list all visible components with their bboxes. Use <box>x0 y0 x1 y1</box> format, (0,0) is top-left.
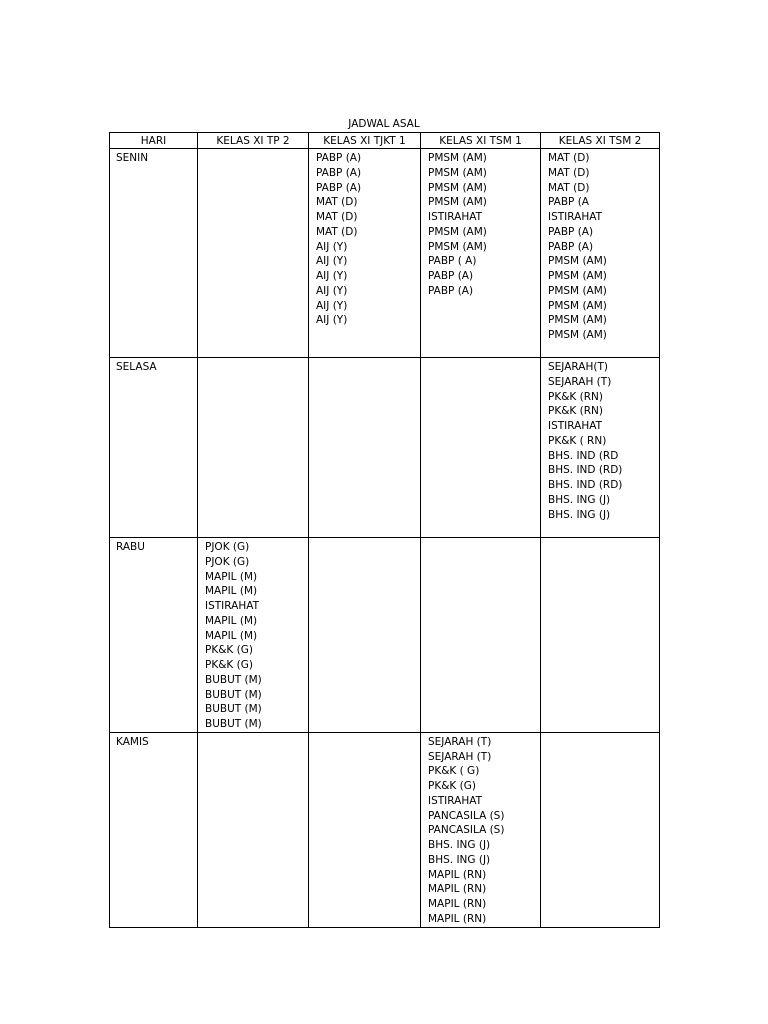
schedule-cell-kelas-xi-tjkt-1 <box>309 358 421 538</box>
subject-entry: BHS. IND (RD) <box>548 479 623 491</box>
schedule-cell-kelas-xi-tjkt-1 <box>309 149 421 358</box>
subject-entry: SEJARAH (T) <box>548 375 612 388</box>
subject-entry: MAPIL (M) <box>205 585 258 598</box>
schedule-cell-kelas-xi-tp-2 <box>198 732 309 927</box>
subject-entry: PK&K (RN) <box>548 390 603 403</box>
schedule-cell-kelas-xi-tsm-1 <box>421 149 541 358</box>
subject-entry: MAPIL (M) <box>205 570 258 583</box>
header-hari: HARI <box>110 133 198 149</box>
subject-entry: BUBUT (M) <box>205 673 262 686</box>
subject-entry: MAPIL (RN) <box>428 883 487 896</box>
day-label: SENIN <box>116 152 149 164</box>
schedule-cell-kelas-xi-tjkt-1 <box>309 538 421 733</box>
subject-entry: BUBUT (M) <box>205 703 262 716</box>
subject-entry: BHS. ING (J) <box>428 853 491 866</box>
schedule-cell-kelas-xi-tsm-1 <box>421 358 541 538</box>
subject-entry: SEJARAH (T) <box>428 750 492 763</box>
subject-entry: ISTIRAHAT <box>548 211 603 223</box>
subject-entry: PABP (A) <box>316 166 362 179</box>
subject-entry: AIJ (Y) <box>316 299 348 312</box>
schedule-cell-kelas-xi-tjkt-1 <box>309 732 421 927</box>
subject-entry: PMSM (AM) <box>428 225 487 238</box>
subject-entry: MAT (D) <box>548 181 590 194</box>
subject-entry: SEJARAH(T) <box>548 361 608 373</box>
table-row <box>110 538 660 733</box>
schedule-cell-kelas-xi-tsm-2 <box>541 538 660 733</box>
subject-entry: BHS. IND (RD <box>548 449 619 462</box>
subject-entry: MAT (D) <box>316 211 358 223</box>
subject-entry: PJOK (G) <box>205 541 250 553</box>
subject-entry: PMSM (AM) <box>548 284 607 297</box>
subject-entry: MAT (D) <box>316 225 358 238</box>
schedule-cell-kelas-xi-tp-2 <box>198 538 309 733</box>
subject-entry: MAPIL (M) <box>205 629 258 642</box>
subject-entry: MAPIL (M) <box>205 614 258 627</box>
subject-entry: PK&K (G) <box>428 780 476 792</box>
schedule-cell-kelas-xi-tsm-2 <box>541 358 660 538</box>
subject-entry: BHS. ING (J) <box>428 839 491 851</box>
subject-entry: PANCASILA (S) <box>428 809 505 822</box>
subject-entry: PK&K ( G) <box>428 765 480 778</box>
subject-entry: PMSM (AM) <box>428 240 487 253</box>
subject-entry: MAPIL (RN) <box>428 898 487 910</box>
subject-entry: PABP ( A) <box>428 255 477 268</box>
subject-entry: PABP (A) <box>316 181 362 194</box>
table-row <box>110 149 660 358</box>
schedule-cell-kelas-xi-tp-2 <box>198 149 309 358</box>
subject-entry: MAT (D) <box>548 152 590 164</box>
subject-entry: PABP (A) <box>428 270 474 282</box>
subject-entry: BUBUT (M) <box>205 688 262 701</box>
header-kelas-xi-tjkt-1: KELAS XI TJKT 1 <box>309 133 421 149</box>
subject-entry: PABP (A) <box>428 284 474 297</box>
subject-entry: BHS. ING (J) <box>548 508 611 521</box>
subject-entry: PMSM (AM) <box>428 196 487 209</box>
table-row <box>110 732 660 927</box>
schedule-table <box>109 132 660 928</box>
subject-entry: PMSM (AM) <box>548 299 607 312</box>
subject-entry: AIJ (Y) <box>316 284 348 297</box>
day-cell <box>110 149 198 358</box>
day-label: KAMIS <box>116 735 149 748</box>
subject-entry: PMSM (AM) <box>548 270 607 282</box>
schedule-cell-kelas-xi-tp-2 <box>198 358 309 538</box>
subject-entry: PK&K (RN) <box>548 405 603 418</box>
subject-entry: SEJARAH (T) <box>428 735 492 748</box>
schedule-cell-kelas-xi-tsm-1 <box>421 732 541 927</box>
subject-entry: BUBUT (M) <box>205 718 262 730</box>
subject-entry: BHS. IND (RD) <box>548 464 623 477</box>
subject-entry: PMSM (AM) <box>428 152 487 164</box>
subject-entry: PK&K ( RN) <box>548 434 607 447</box>
schedule-cell-kelas-xi-tsm-2 <box>541 149 660 358</box>
table-row <box>110 358 660 538</box>
subject-entry: PJOK (G) <box>205 555 250 568</box>
subject-entry: MAT (D) <box>548 166 590 179</box>
header-kelas-xi-tsm-2: KELAS XI TSM 2 <box>541 133 660 149</box>
subject-entry: PABP (A) <box>548 240 594 253</box>
subject-entry: PMSM (AM) <box>548 329 607 341</box>
subject-entry: PMSM (AM) <box>428 166 487 179</box>
day-cell <box>110 732 198 927</box>
subject-entry: PK&K (G) <box>205 659 253 671</box>
subject-entry: BHS. ING (J) <box>548 493 611 506</box>
day-label: RABU <box>116 541 145 553</box>
subject-entry: MAT (D) <box>316 196 358 209</box>
schedule-cell-kelas-xi-tsm-1 <box>421 538 541 733</box>
subject-entry: PMSM (AM) <box>428 181 487 194</box>
subject-entry: ISTIRAHAT <box>205 600 260 612</box>
header-kelas-xi-tp-2: KELAS XI TP 2 <box>198 133 309 149</box>
subject-entry: AIJ (Y) <box>316 270 348 282</box>
subject-entry: PMSM (AM) <box>548 314 607 327</box>
schedule-cell-kelas-xi-tsm-2 <box>541 732 660 927</box>
subject-entry: ISTIRAHAT <box>548 420 603 432</box>
subject-entry: PANCASILA (S) <box>428 824 505 837</box>
subject-entry: MAPIL (RN) <box>428 868 487 881</box>
subject-entry: AIJ (Y) <box>316 255 348 268</box>
subject-entry: ISTIRAHAT <box>428 211 483 223</box>
header-kelas-xi-tsm-1: KELAS XI TSM 1 <box>421 133 541 149</box>
day-cell <box>110 358 198 538</box>
day-cell <box>110 538 198 733</box>
header-row <box>110 133 660 149</box>
subject-entry: AIJ (Y) <box>316 240 348 253</box>
subject-entry: PK&K (G) <box>205 644 253 657</box>
subject-entry: ISTIRAHAT <box>428 794 483 807</box>
subject-entry: PMSM (AM) <box>548 255 607 268</box>
subject-entry: PABP (A) <box>548 225 594 238</box>
subject-entry: MAPIL (RN) <box>428 912 487 925</box>
subject-entry: PABP (A <box>548 196 589 209</box>
document-title: JADWAL ASAL <box>348 118 420 130</box>
subject-entry: AIJ (Y) <box>316 314 348 327</box>
day-label: SELASA <box>116 361 157 373</box>
subject-entry: PABP (A) <box>316 152 362 164</box>
